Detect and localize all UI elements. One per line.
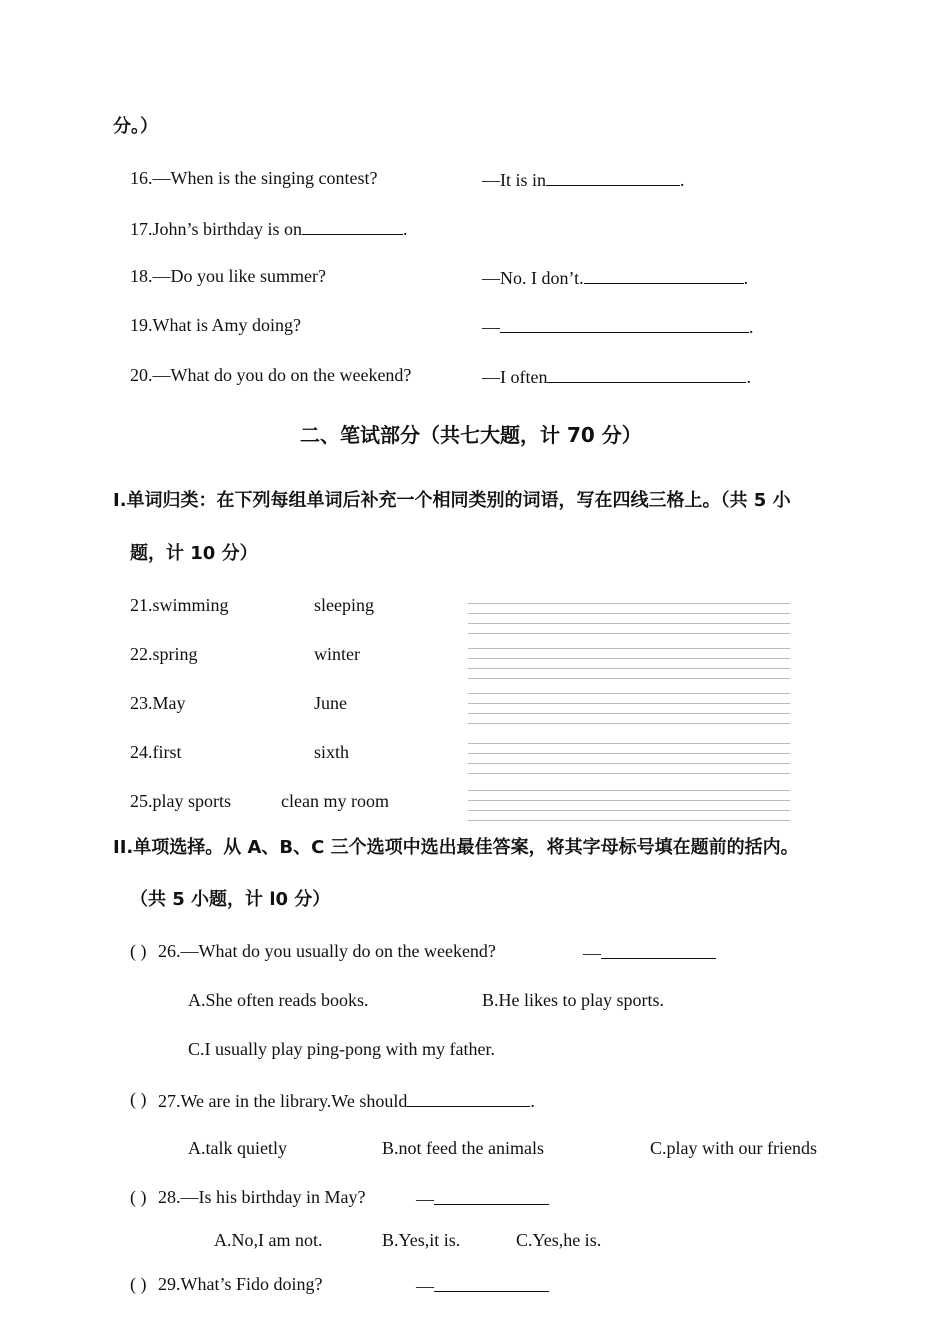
word-item-21: 21.swimming [130, 595, 229, 615]
question-text: 16.—When is the singing contest? [130, 168, 378, 188]
answer-29 [416, 1275, 549, 1295]
answer-blank[interactable] [547, 366, 746, 383]
four-line-grid[interactable] [468, 743, 790, 774]
answer-blank[interactable] [601, 942, 716, 959]
answer-blank[interactable] [584, 267, 744, 284]
word-item-24-pair: sixth [314, 742, 350, 762]
word-item-22: 22.spring [130, 644, 198, 664]
answer-prefix: — [416, 1276, 434, 1296]
answer-suffix: . [743, 268, 749, 288]
intro-tail: 分。） [113, 116, 158, 137]
option-27-b: B.not feed the animals [382, 1138, 544, 1158]
question-suffix: . [403, 219, 408, 239]
answer-blank[interactable] [546, 169, 680, 186]
question-17 [130, 218, 408, 238]
option-28-c: C.Yes,he is. [516, 1230, 602, 1250]
four-line-grid[interactable] [468, 790, 790, 821]
question-26: 26.—What do you usually do on the weekend? [158, 941, 496, 961]
answer-16 [482, 169, 685, 189]
word-item-23-pair: June [314, 693, 347, 713]
word-item-25: 25.play sports [130, 791, 231, 811]
answer-prefix: — [416, 1189, 434, 1209]
option-28-b: B.Yes,it is. [382, 1230, 461, 1250]
question-text: 27.We are in the library.We should [158, 1091, 408, 1111]
option-26-c: C.I usually play ping-pong with my father. [188, 1039, 495, 1059]
answer-suffix: . [746, 367, 751, 387]
question-27 [158, 1090, 535, 1110]
answer-bracket-27[interactable]: ( ) [130, 1089, 147, 1109]
question-29: 29.What’s Fido doing? [158, 1274, 323, 1294]
answer-prefix: —I often [482, 367, 548, 387]
word-item-22-pair: winter [314, 644, 360, 664]
question-18 [130, 267, 326, 285]
part1-heading-cont: 题，计 10 分） [130, 543, 258, 564]
answer-bracket-28[interactable]: ( ) [130, 1187, 147, 1207]
answer-bracket-29[interactable]: ( ) [130, 1274, 147, 1294]
answer-suffix: . [749, 317, 754, 337]
part2-heading: II.单项选择。从 A、B、C 三个选项中选出最佳答案，将其字母标号填在题前的括内。 [113, 837, 799, 858]
four-line-grid[interactable] [468, 603, 790, 634]
answer-20 [482, 366, 751, 386]
option-27-c: C.play with our friends [650, 1138, 817, 1158]
answer-prefix: — [583, 943, 601, 963]
word-item-23: 23.May [130, 693, 186, 713]
question-19 [130, 316, 301, 334]
question-suffix: . [530, 1091, 535, 1111]
question-28: 28.—Is his birthday in May? [158, 1187, 366, 1207]
answer-19 [482, 316, 754, 336]
answer-26 [583, 942, 716, 962]
question-20 [130, 366, 411, 384]
four-line-grid[interactable] [468, 693, 790, 724]
answer-28 [416, 1188, 549, 1208]
option-26-a: A.She often reads books. [188, 990, 369, 1010]
answer-prefix: — [482, 317, 500, 337]
option-27-a: A.talk quietly [188, 1138, 287, 1158]
option-26-b: B.He likes to play sports. [482, 990, 664, 1010]
answer-blank[interactable] [407, 1090, 530, 1107]
question-text: 17.John’s birthday is on [130, 219, 303, 239]
section-title: 二、笔试部分（共七大题，计 70 分） [300, 423, 642, 447]
word-item-25-pair: clean my room [281, 791, 389, 811]
answer-prefix: —No. I don’t. [482, 268, 584, 288]
answer-bracket-26[interactable]: ( ) [130, 941, 147, 961]
question-text: 20.—What do you do on the weekend? [130, 365, 412, 385]
word-item-21-pair: sleeping [314, 595, 374, 615]
answer-blank[interactable] [434, 1188, 549, 1205]
answer-blank[interactable] [500, 316, 749, 333]
answer-prefix: —It is in [482, 170, 547, 190]
answer-blank[interactable] [434, 1275, 549, 1292]
part2-heading-cont: （共 5 小题，计 l0 分） [130, 889, 331, 910]
word-item-24: 24.first [130, 742, 182, 762]
option-28-a: A.No,I am not. [214, 1230, 323, 1250]
four-line-grid[interactable] [468, 648, 790, 679]
part1-heading: I.单词归类：在下列每组单词后补充一个相同类别的词语，写在四线三格上。（共 5 小 [113, 490, 791, 511]
question-16 [130, 169, 377, 187]
question-text: 18.—Do you like summer? [130, 266, 326, 286]
answer-blank[interactable] [302, 218, 403, 235]
answer-suffix: . [680, 170, 685, 190]
question-text: 19.What is Amy doing? [130, 315, 301, 335]
answer-18 [482, 267, 748, 287]
